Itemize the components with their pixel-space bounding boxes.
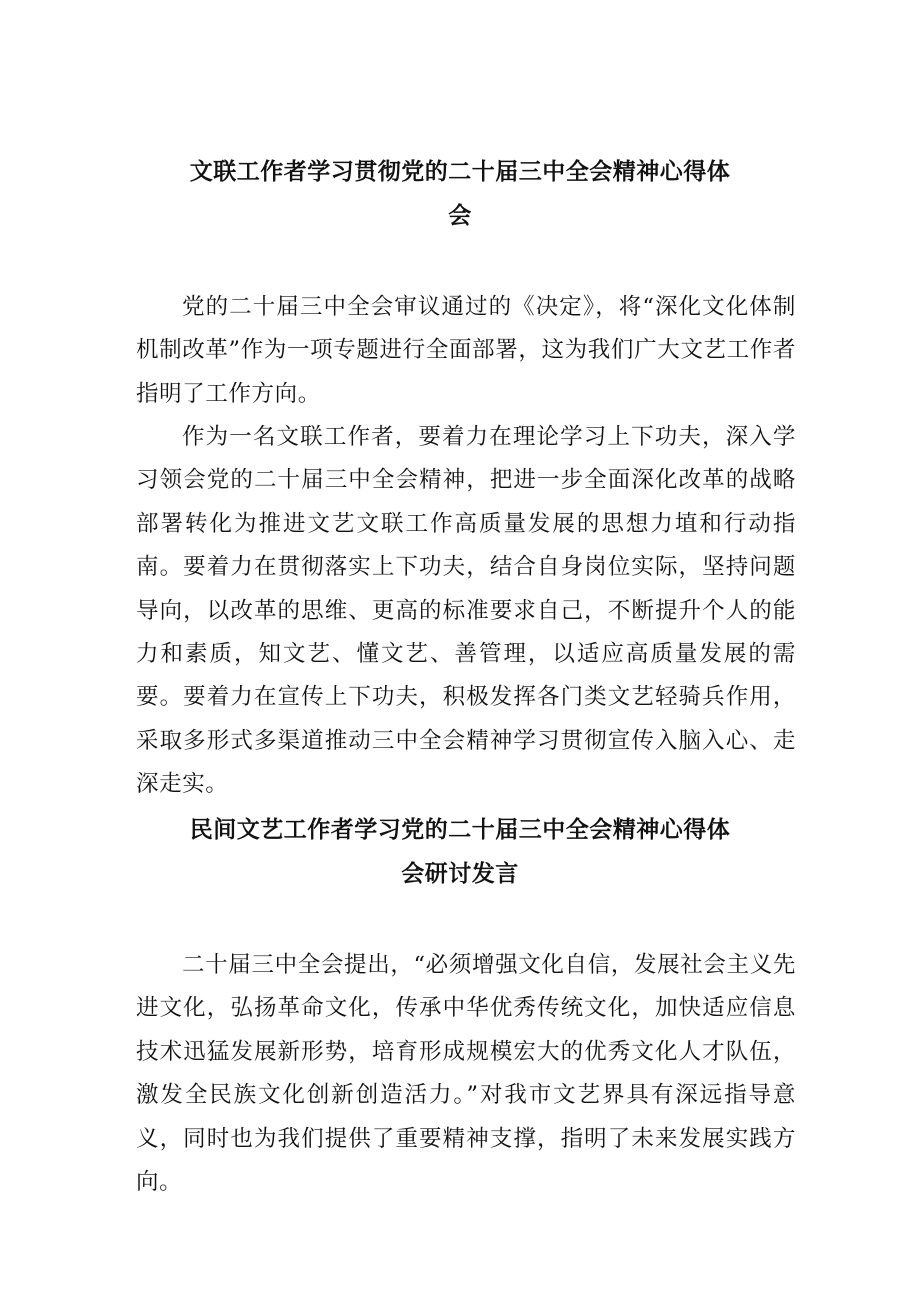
- section1-title: [120, 150, 800, 238]
- section2-title: [120, 808, 800, 896]
- section2-paragraph1: 二十届三中全会提出，“必须增强文化自信，发展社会主义先进文化，弘扬革命文化，传承中华优秀传统文化，加快适应信息技术迅猛发展新形势，培育形成规模宏大的优秀文化人才队伍，激发全民族文化创新创造活力。”对我市文艺界具有深远指导意义，同时也为我们提供了重要精神支撑，指明了未来发展实践方向。: [136, 952, 796, 1196]
- section2-title-line2: 会研讨发言: [401, 861, 519, 887]
- section1-title-line2: 会: [448, 203, 472, 229]
- section1-paragraph1: 党的二十届三中全会审议通过的《决定》，将“深化文化体制机制改革”作为一项专题进行全面部署，这为我们广大文艺工作者指明了工作方向。: [136, 294, 796, 407]
- section2-title-line1: 民间文艺工作者学习党的二十届三中全会精神心得体: [189, 817, 731, 843]
- section1-title-line1: 文联工作者学习贯彻党的二十届三中全会精神心得体: [189, 159, 731, 185]
- section1-paragraph2: 作为一名文联工作者，要着力在理论学习上下功夫，深入学习领会党的二十届三中全会精神，把进一步全面深化改革的战略部署转化为推进文艺文联工作高质量发展的思想力埴和行动指南。要着力在贯彻落实上下功夫，结合自身岗位实际，坚持问题导向，以改革的思维、更高的标准要求自己，不断提升个人的能力和素质，知文艺、懂文艺、善管理，以适应高质量发展的需要。要着力在宣传上下功夫，积极发挥各门类文艺轻骑兵作用，采取多形式多渠道推动三中全会精神学习贯彻宣传入脑入心、走深走实。: [136, 424, 796, 798]
